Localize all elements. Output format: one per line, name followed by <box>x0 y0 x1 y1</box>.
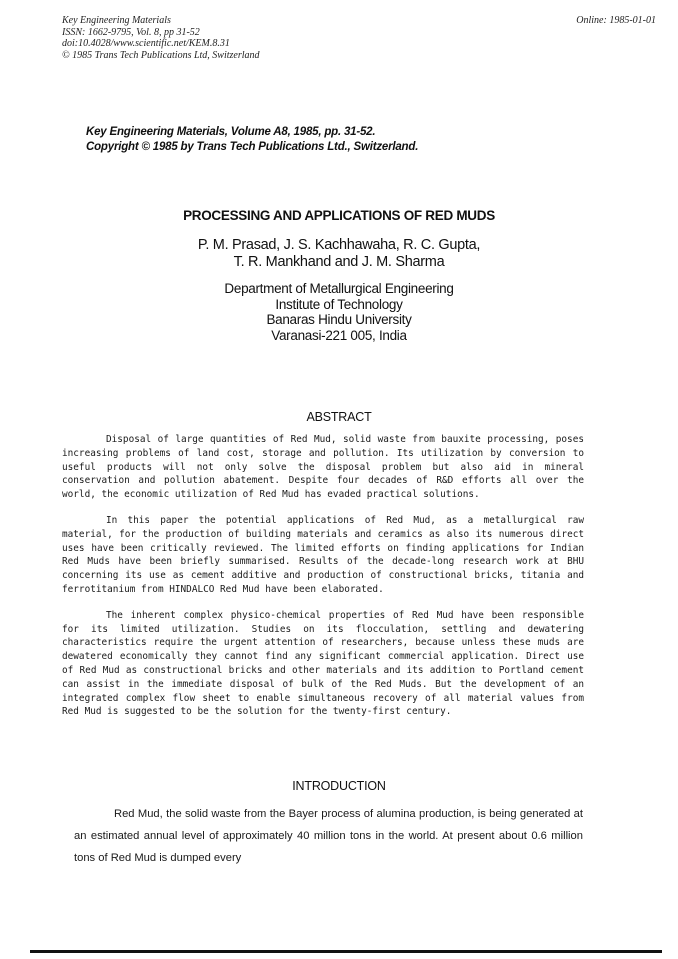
journal-reference <box>86 125 418 154</box>
affiliation-university: Banaras Hindu University <box>266 312 412 327</box>
introduction-paragraph: Red Mud, the solid waste from the Bayer process of alumina production, is being generated at an estimated annual level of approximately 40 million tons in the world. At present about 0.6 million tons of Red Mud is dumped every <box>74 808 583 864</box>
abstract-paragraph-1: Disposal of large quantities of Red Mud, solid waste from bauxite processing, poses increasing problems of land cost, storage and pollution. Its utilization by conversion to useful products will not only solve the disposal problem but also aid in mineral conservation and pollution abatement. Despite four decades of R&D efforts all over the world, the economic utilization of Red Mud has evaded practical solutions. <box>62 434 584 501</box>
header-online-date: Online: 1985-01-01 <box>576 15 656 26</box>
introduction-body <box>74 803 583 869</box>
header-doi: doi:10.4028/www.scientific.net/KEM.8.31 <box>62 38 230 49</box>
author-line-1: P. M. Prasad, J. S. Kachhawaha, R. C. Gupta, <box>197 237 481 253</box>
page-bottom-rule <box>30 950 662 953</box>
affiliation-city: Varanasi-221 005, India <box>271 327 407 343</box>
author-line-2: T. R. Mankhand and J. M. Sharma <box>233 254 445 270</box>
affiliation <box>0 281 678 343</box>
introduction-heading: INTRODUCTION <box>292 779 386 793</box>
header-copyright: © 1985 Trans Tech Publications Ltd, Switzerland <box>62 49 260 61</box>
header-issn: ISSN: 1662-9795, Vol. 8, pp 31-52 <box>62 26 200 38</box>
abstract-paragraph-3: The inherent complex physico-chemical properties of Red Mud have been responsible for its limited utilization. Studies on its flocculation, settling and dewatering characteristics require the urgent attention of researchers, because unless these muds are dewatered economically they cannot find any significant commercial application. Direct use of Red Mud as constructional bricks and other materials and its addition to Portland cement can assist in the immediate disposal of bulk of the Red Muds. But the development of an integrated complex flow sheet to enable simultaneous recovery of all material values from Red Mud is suggested to be the solution for the twenty-first century. <box>62 609 584 718</box>
abstract-paragraph-2: In this paper the potential applications of Red Mud, as a metallurgical raw material, for the production of building materials and ceramics as also its numerous direct uses have been critically reviewed. The limited efforts on finding applications for Indian Red Muds have been briefly summarised. Results of the decade-long research work at BHU concerning its use as cement additive and production of constructional bricks, titania and ferrotitanium from HINDALCO Red Mud have been elaborated. <box>62 514 584 595</box>
abstract-heading: ABSTRACT <box>306 410 372 424</box>
abstract-body <box>62 433 584 731</box>
journal-reference-line1: Key Engineering Materials, Volume A8, 1985, pp. 31-52. <box>86 126 376 138</box>
affiliation-department: Department of Metallurgical Engineering <box>224 281 454 296</box>
journal-reference-line2: Copyright © 1985 by Trans Tech Publications Ltd., Switzerland. <box>86 140 419 153</box>
paper-title: PROCESSING AND APPLICATIONS OF RED MUDS <box>183 208 495 223</box>
affiliation-institute: Institute of Technology <box>275 296 403 312</box>
header-journal-name: Key Engineering Materials <box>62 15 171 26</box>
header-citation <box>62 15 260 61</box>
author-list <box>0 237 678 271</box>
